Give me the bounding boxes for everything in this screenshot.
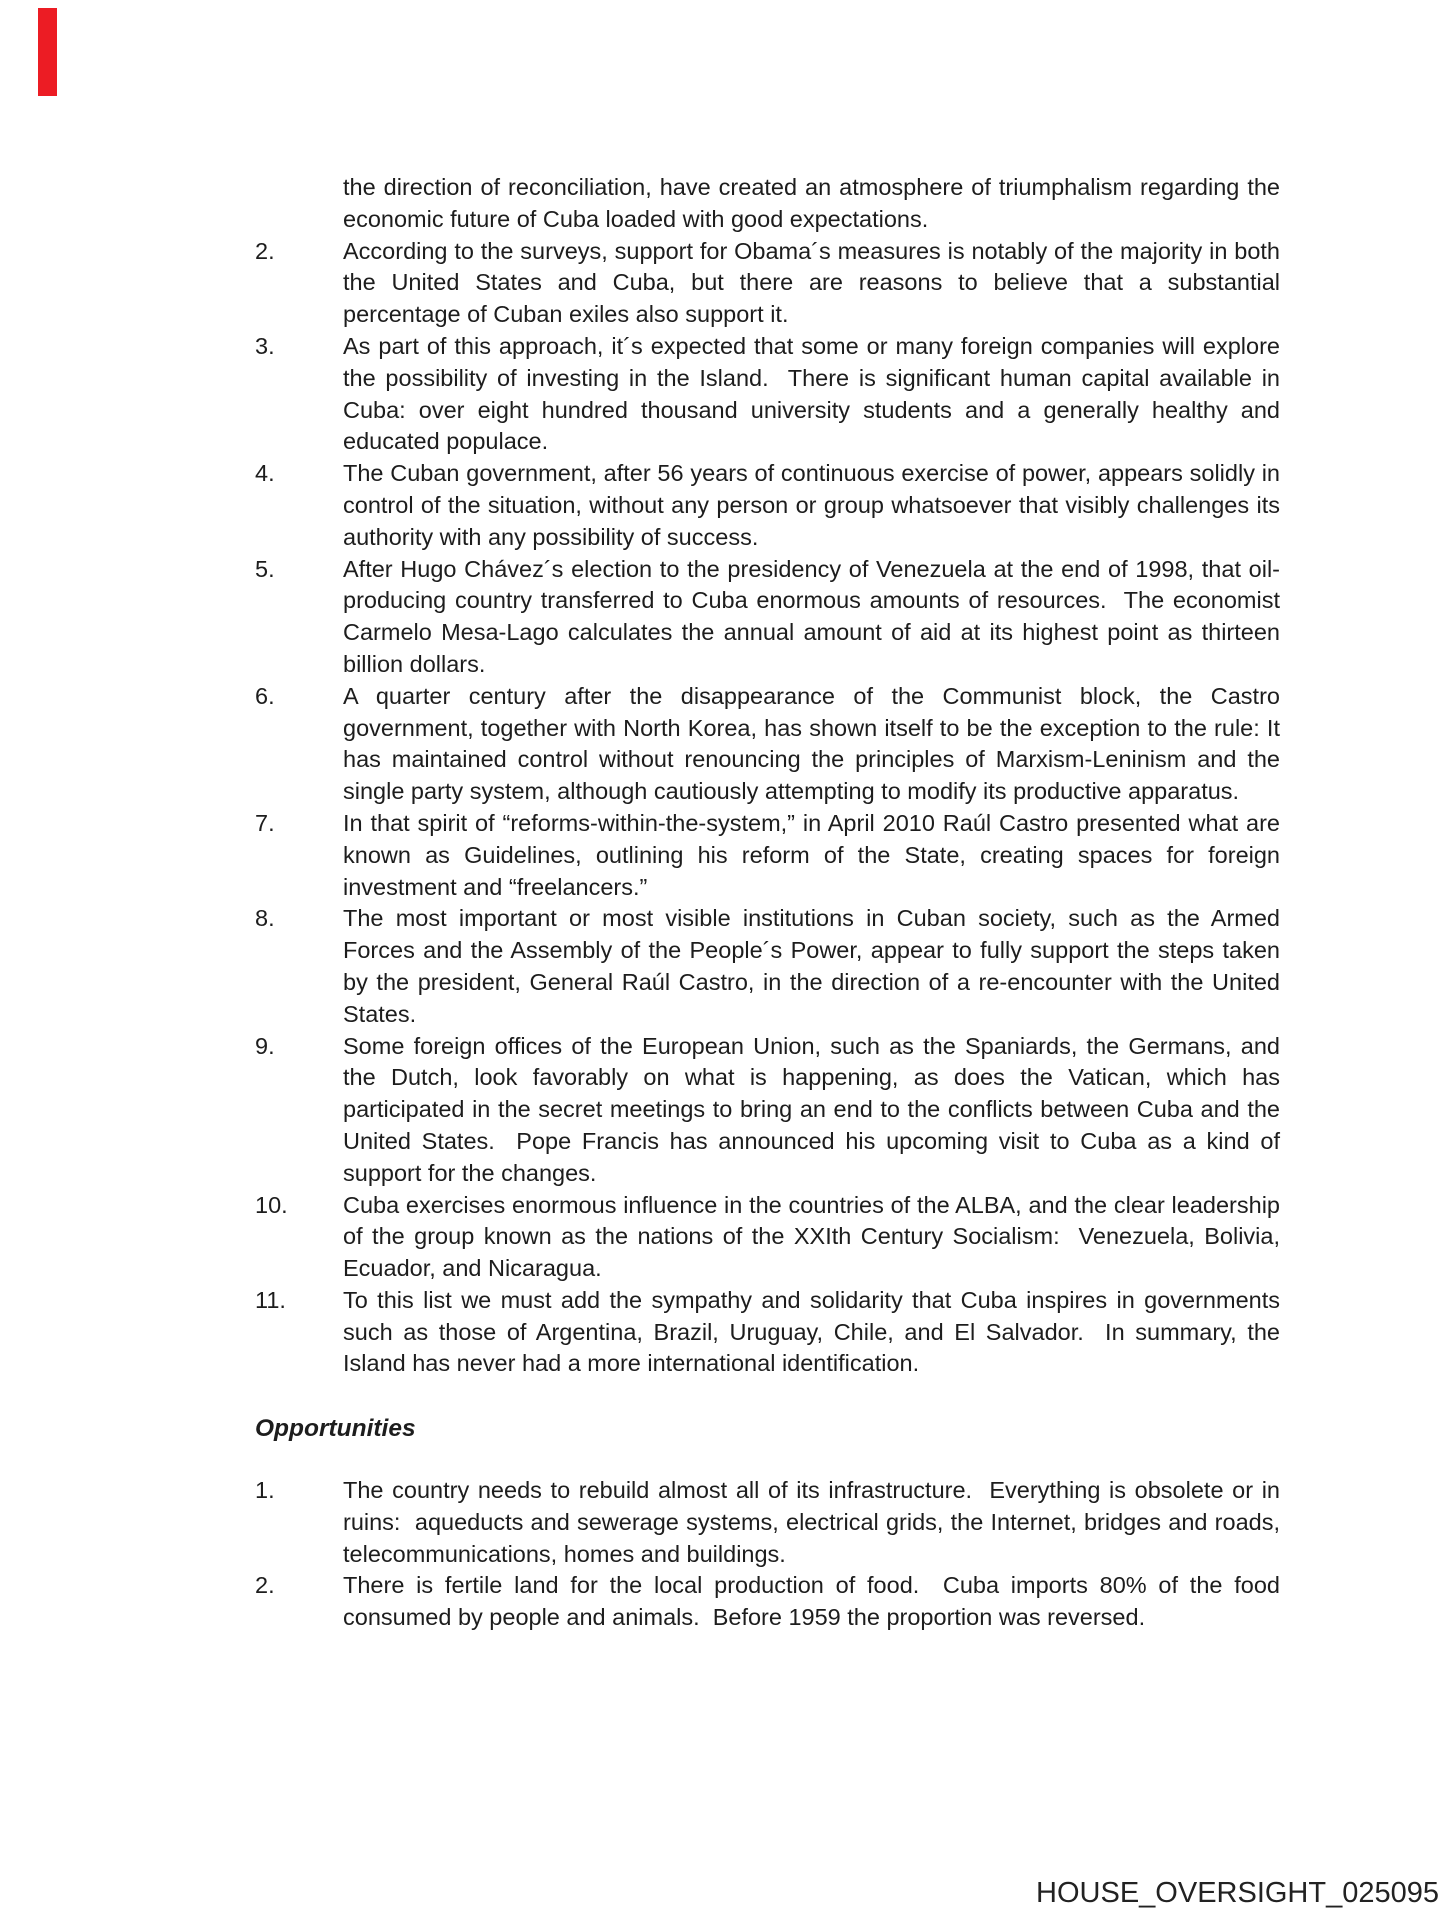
list-item [255, 903, 1287, 1030]
list-item-number: 5. [255, 555, 275, 582]
list-item [255, 1570, 1287, 1634]
list-item-text: The country needs to rebuild almost all of its infrastructure. Everything is obsolete or in ruins: aqueducts and sewerage systems, electrical grids, the Internet, bridges and roads, telecommunications, homes and buildings. [343, 1477, 1287, 1567]
list-item [255, 1285, 1287, 1380]
list-item [255, 458, 1287, 553]
list-item [255, 331, 1287, 458]
document-body [0, 172, 1453, 1634]
paragraph-continuation [343, 172, 1287, 236]
numbered-list [255, 172, 1287, 1380]
list-item-text: A quarter century after the disappearance of the Communist block, the Castro government, together with North Korea, has shown itself to be the exception to the rule: It has maintained control without renouncing the principles of Marxism-Leninism and the single party system, although cautiously attempting to modify its productive apparatus. [343, 682, 1287, 805]
list-item-number: 9. [255, 1032, 275, 1059]
opportunities-list [255, 1475, 1287, 1634]
list-item-number: 1. [255, 1477, 275, 1504]
bates-stamp: HOUSE_OVERSIGHT_025095 [1036, 1877, 1439, 1909]
list-item-text: There is fertile land for the local production of food. Cuba imports 80% of the food consumed by people and animals. Before 1959 the proportion was reversed. [343, 1572, 1287, 1631]
list-item-number: 11. [255, 1286, 286, 1313]
list-item-text: To this list we must add the sympathy and solidarity that Cuba inspires in governments such as those of Argentina, Brazil, Uruguay, Chile, and El Salvador. In summary, the Island has never had a more international identification. [343, 1286, 1287, 1377]
list-item-number: 2. [255, 237, 275, 264]
list-item-text: Cuba exercises enormous influence in the countries of the ALBA, and the clear leadership of the group known as the nations of the XXIth Century Socialism: Venezuela, Bolivia, Ecuador, and Nicaragua. [343, 1191, 1287, 1282]
list-item-text: In that spirit of “reforms-within-the-system,” in April 2010 Raúl Castro presented what are known as Guidelines, outlining his reform of the State, creating spaces for foreign investment and “freelancers.” [343, 809, 1287, 900]
list-item-text: The most important or most visible institutions in Cuban society, such as the Armed Forces and the Assembly of the People´s Power, appear to fully support the steps taken by the president, General Raúl Castro, in the direction of a re-encounter with the United States. [343, 905, 1287, 1027]
paragraph-text: the direction of reconciliation, have created an atmosphere of triumphalism regarding the economic future of Cuba loaded with good expectations. [343, 174, 1287, 232]
list-item [255, 681, 1287, 808]
list-item-number: 6. [255, 682, 275, 709]
list-item-number: 8. [255, 905, 275, 932]
list-item-text: The Cuban government, after 56 years of continuous exercise of power, appears solidly in control of the situation, without any person or group whatsoever that visibly challenges its authority with any possibility of success. [343, 460, 1287, 550]
list-item [255, 236, 1287, 331]
list-item [255, 1475, 1287, 1570]
list-item [255, 1031, 1287, 1190]
list-item [255, 1190, 1287, 1285]
section-heading-opportunities: Opportunities [255, 1415, 416, 1443]
list-item-number: 10. [255, 1191, 288, 1218]
list-item [255, 808, 1287, 903]
red-flag-mark [38, 8, 57, 96]
list-item [255, 554, 1287, 681]
list-item-number: 4. [255, 460, 275, 487]
list-item-number: 7. [255, 809, 275, 836]
list-item-text: Some foreign offices of the European Union, such as the Spaniards, the Germans, and the Dutch, look favorably on what is happening, as does the Vatican, which has participated in the secret meetings to bring an end to the conflicts between Cuba and the United States. Pope Francis has announced his upcoming visit to Cuba as a kind of support for the changes. [343, 1032, 1287, 1186]
list-item-number: 3. [255, 332, 275, 359]
list-item-number: 2. [255, 1572, 275, 1599]
list-item-text: After Hugo Chávez´s election to the presidency of Venezuela at the end of 1998, that oil-producing country transferred to Cuba enormous amounts of resources. The economist Carmelo Mesa-Lago calculates the annual amount of aid at its highest point as thirteen billion dollars. [343, 555, 1287, 677]
list-item-text: According to the surveys, support for Obama´s measures is notably of the majority in both the United States and Cuba, but there are reasons to believe that a substantial percentage of Cuban exiles also support it. [343, 237, 1287, 328]
list-item-text: As part of this approach, it´s expected that some or many foreign companies will explore the possibility of investing in the Island. There is significant human capital available in Cuba: over eight hundred thousand university students and a generally healthy and educated populace. [343, 332, 1287, 455]
